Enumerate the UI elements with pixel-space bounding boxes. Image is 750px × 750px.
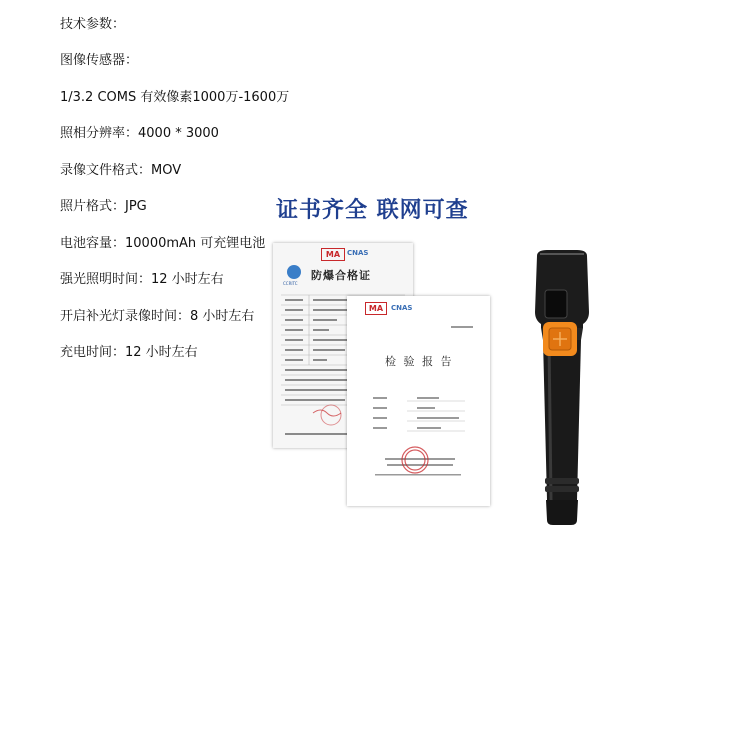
certificate-banner: 证书齐全 联网可查 (276, 198, 469, 223)
spec-line-6: 照片格式：JPG (60, 199, 147, 214)
certificate-title: 防爆合格证 (311, 269, 371, 282)
camera-lens-icon (545, 290, 567, 318)
spec-line-3: 1/3.2 COMS 有效像素1000万-1600万 (60, 90, 290, 105)
ma-logo: MA (365, 302, 387, 315)
inspection-report-image (347, 296, 490, 506)
spec-line-10: 充电时间：12 小时左右 (60, 345, 198, 360)
report-title: 检 验 报 告 (385, 355, 454, 368)
spec-line-4: 照相分辨率：4000 * 3000 (60, 126, 219, 141)
spec-line-7: 电池容量：10000mAh 可充锂电池 (60, 236, 266, 251)
ma-logo: MA (321, 248, 345, 261)
spec-line-8: 强光照明时间：12 小时左右 (60, 272, 224, 287)
flashlight-tail (546, 500, 578, 525)
body-highlight (549, 340, 551, 500)
ccritc-logo: CCRITC (283, 281, 298, 286)
spec-line-1: 技术参数： (60, 17, 126, 32)
tail-ring-2 (545, 486, 579, 492)
cnas-logo: CNAS (347, 249, 369, 257)
spec-line-5: 录像文件格式：MOV (60, 163, 182, 178)
spec-line-2: 图像传感器： (60, 53, 139, 68)
cnas-logo: CNAS (391, 304, 413, 312)
flashlight-image (527, 250, 597, 525)
spec-line-9: 开启补光灯录像时间：8 小时左右 (60, 309, 255, 324)
tail-ring-1 (545, 478, 579, 484)
report-body-lines (347, 296, 490, 506)
